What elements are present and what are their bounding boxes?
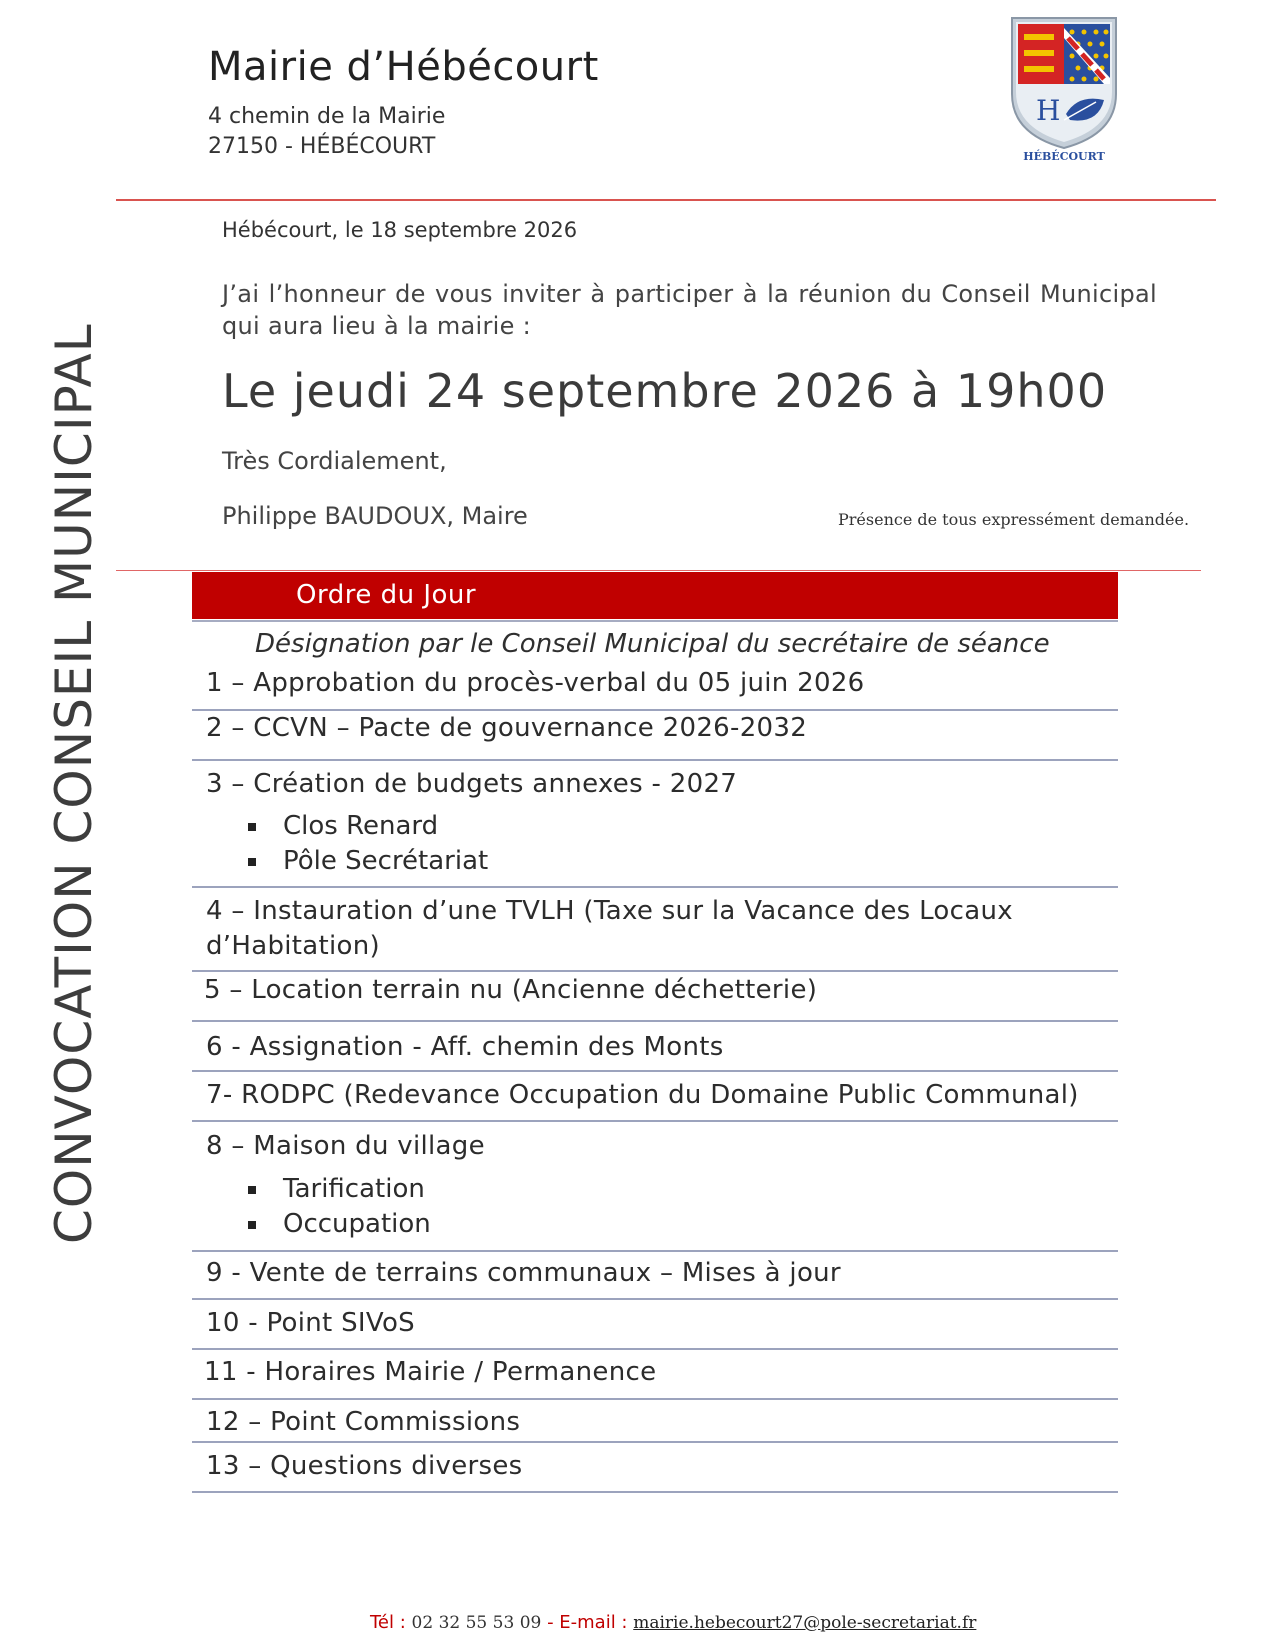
- row-divider: [192, 1070, 1118, 1072]
- row-divider: [192, 1120, 1118, 1122]
- svg-text:HÉBÉCOURT: HÉBÉCOURT: [1023, 150, 1105, 163]
- agenda-item: 10 - Point SIVoS: [206, 1308, 415, 1338]
- row-divider: [192, 886, 1118, 888]
- bullet-icon: [248, 1221, 256, 1229]
- bullet-icon: [248, 1186, 256, 1194]
- address-line-2: 27150 - HÉBÉCOURT: [208, 134, 436, 159]
- meeting-date: Le jeudi 24 septembre 2026 à 19h00: [222, 364, 1108, 418]
- row-divider: [192, 1298, 1118, 1300]
- bullet-icon: [248, 823, 256, 831]
- agenda-item: 3 – Création de budgets annexes - 2027: [206, 769, 738, 799]
- agenda-header-underline: [192, 620, 1118, 622]
- agenda-item: 1 – Approbation du procès-verbal du 05 juin 2026: [206, 668, 865, 698]
- agenda-item: 13 – Questions diverses: [206, 1451, 523, 1481]
- email-label: - E-mail :: [547, 1612, 628, 1633]
- row-divider: [192, 1020, 1118, 1022]
- agenda-title: Ordre du Jour: [296, 580, 477, 610]
- agenda-subitem: Tarification: [283, 1174, 425, 1204]
- svg-text:H: H: [1036, 94, 1061, 127]
- letter-divider: [116, 570, 1201, 571]
- vertical-document-title: CONVOCATION CONSEIL MUNICIPAL: [45, 323, 103, 1244]
- agenda-item: 8 – Maison du village: [206, 1131, 485, 1161]
- row-divider: [192, 709, 1118, 711]
- agenda-item: 2 – CCVN – Pacte de gouvernance 2026-2032: [206, 713, 808, 743]
- place-and-date: Hébécourt, le 18 septembre 2026: [222, 218, 578, 242]
- agenda-item-continuation: d’Habitation): [206, 931, 380, 961]
- bullet-icon: [248, 858, 256, 866]
- agenda-designation: Désignation par le Conseil Municipal du secrétaire de séance: [255, 629, 1050, 659]
- agenda-item: 9 - Vente de terrains communaux – Mises à jour: [206, 1258, 841, 1288]
- tel-label: Tél :: [370, 1612, 406, 1633]
- presence-note: Présence de tous expressément demandée.: [838, 510, 1190, 529]
- row-divider: [192, 759, 1118, 761]
- row-divider: [192, 1348, 1118, 1350]
- agenda-item: 12 – Point Commissions: [206, 1407, 521, 1437]
- agenda-subitem: Pôle Secrétariat: [283, 846, 488, 876]
- footer-contact: [370, 1612, 976, 1633]
- header-divider: [116, 199, 1216, 201]
- coat-of-arms-logo: [1008, 16, 1120, 164]
- invitation-text: J’ai l’honneur de vous inviter à participer à la réunion du Conseil Municipal qui aura lieu à la mairie :: [222, 280, 1157, 340]
- row-divider: [192, 1441, 1118, 1443]
- agenda-item: 11 - Horaires Mairie / Permanence: [204, 1357, 657, 1387]
- signature: Philippe BAUDOUX, Maire: [222, 502, 528, 530]
- row-divider: [192, 1250, 1118, 1252]
- mairie-name: Mairie d’Hébécourt: [208, 44, 599, 90]
- email-link[interactable]: mairie.hebecourt27@pole-secretariat.fr: [633, 1613, 977, 1633]
- agenda-item: 7- RODPC (Redevance Occupation du Domaine Public Communal): [206, 1080, 1079, 1110]
- closing-text: Très Cordialement,: [222, 447, 447, 475]
- address-line-1: 4 chemin de la Mairie: [208, 104, 446, 129]
- agenda-item: 6 - Assignation - Aff. chemin des Monts: [206, 1032, 724, 1062]
- agenda-subitem: Clos Renard: [283, 811, 438, 841]
- row-divider: [192, 1398, 1118, 1400]
- agenda-item: 4 – Instauration d’une TVLH (Taxe sur la Vacance des Locaux: [206, 896, 1013, 926]
- row-divider: [192, 970, 1118, 972]
- tel-value: 02 32 55 53 09: [411, 1613, 542, 1633]
- agenda-item: 5 – Location terrain nu (Ancienne déchetterie): [204, 975, 818, 1005]
- agenda-subitem: Occupation: [283, 1209, 431, 1239]
- row-divider: [192, 1491, 1118, 1493]
- agenda-header: [192, 572, 1118, 619]
